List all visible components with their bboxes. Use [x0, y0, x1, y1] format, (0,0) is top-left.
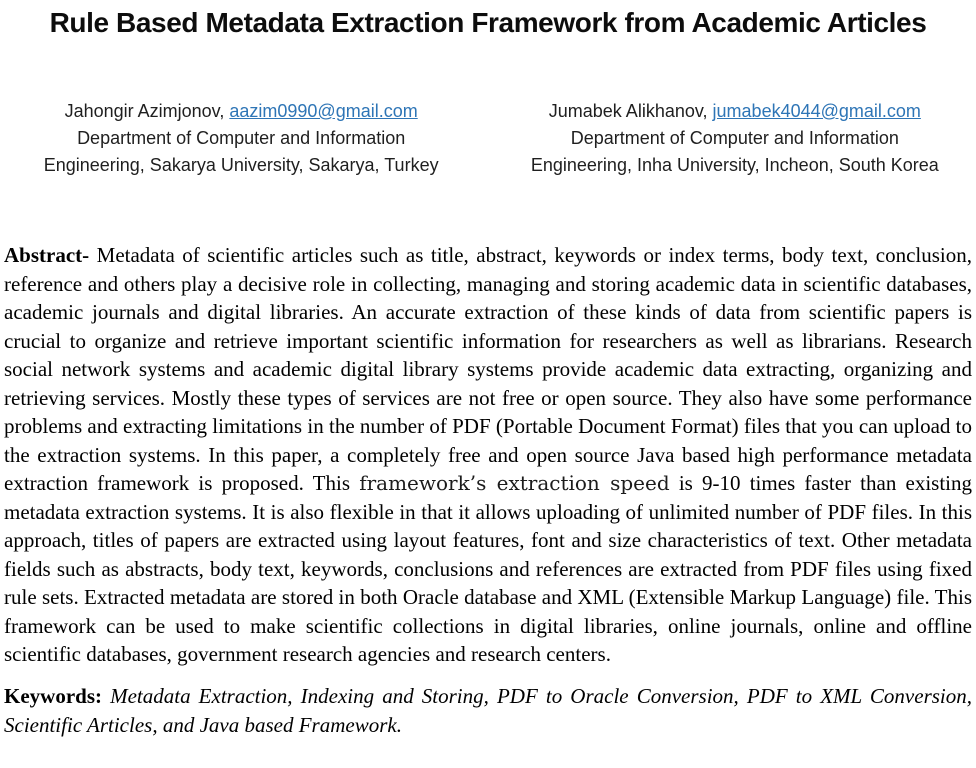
- paper-page: [0, 2, 976, 740]
- author-name-2: Jumabek Alikhanov,: [548, 101, 708, 121]
- abstract-text-part-2: is 9-10 times faster than existing metadata extraction systems. It is also flexible in that it allows uploading of unlimited number of PDF files. In this approach, titles of papers are extracted using layout features, font and size characteristics of text. Other metadata fields such as abstracts, body text, keywords, conclusions and references are extracted from PDF files using fixed rule sets. Extracted metadata are stored in both Oracle database and XML (Extensible Markup Language) file. This framework can be used to make scientific collections in digital libraries, online journals, online and offline scientific databases, government research agencies and research centers.: [4, 471, 973, 666]
- author-block-2: [498, 98, 972, 179]
- author-affiliation-1-line-2: Engineering, Sakarya University, Sakarya, Turkey: [43, 155, 439, 175]
- author-affiliation-1-line-1: Department of Computer and Information: [77, 128, 406, 148]
- paper-title: Rule Based Metadata Extraction Framework from Academic Articles: [49, 7, 927, 38]
- abstract-label: Abstract-: [4, 243, 90, 267]
- author-affiliation-2-line-1: Department of Computer and Information: [570, 128, 899, 148]
- keywords-text: Metadata Extraction, Indexing and Storing, PDF to Oracle Conversion, PDF to XML Conversion, Scientific Articles, and Java based Framework.: [4, 683, 972, 737]
- author-email-link-1[interactable]: aazim0990@gmail.com: [229, 101, 418, 121]
- author-name-line-2: [498, 98, 972, 125]
- abstract-paragraph: [4, 241, 972, 669]
- abstract-highlight-phrase: framework’s extraction speed: [359, 471, 670, 495]
- author-block-1: [4, 98, 478, 179]
- author-name-line-1: [4, 98, 478, 125]
- keywords-paragraph: [4, 682, 972, 740]
- author-name-1: Jahongir Azimjonov,: [64, 101, 225, 121]
- author-email-link-2[interactable]: jumabek4044@gmail.com: [712, 101, 921, 121]
- keywords-label: Keywords:: [4, 683, 102, 708]
- author-affiliation-2-line-2: Engineering, Inha University, Incheon, South Korea: [530, 155, 939, 175]
- abstract-text-part-1: Metadata of scientific articles such as title, abstract, keywords or index terms, body text, conclusion, reference and others play a decisive role in collecting, managing and storing academic data in scientific databases, academic journals and digital libraries. An accurate extraction of these kinds of data from scientific papers is crucial to organize and retrieve important scientific information for researchers as well as librarians. Research social network systems and academic digital library systems provide academic data extracting, organizing and retrieving services. Mostly these types of services are not free or open source. They also have some performance problems and extracting limitations in the number of PDF (Portable Document Format) files that you can upload to the extraction systems. In this paper, a completely free and open source Java based high performance metadata extraction framework is proposed. This: [4, 243, 973, 495]
- authors-row: [4, 98, 972, 179]
